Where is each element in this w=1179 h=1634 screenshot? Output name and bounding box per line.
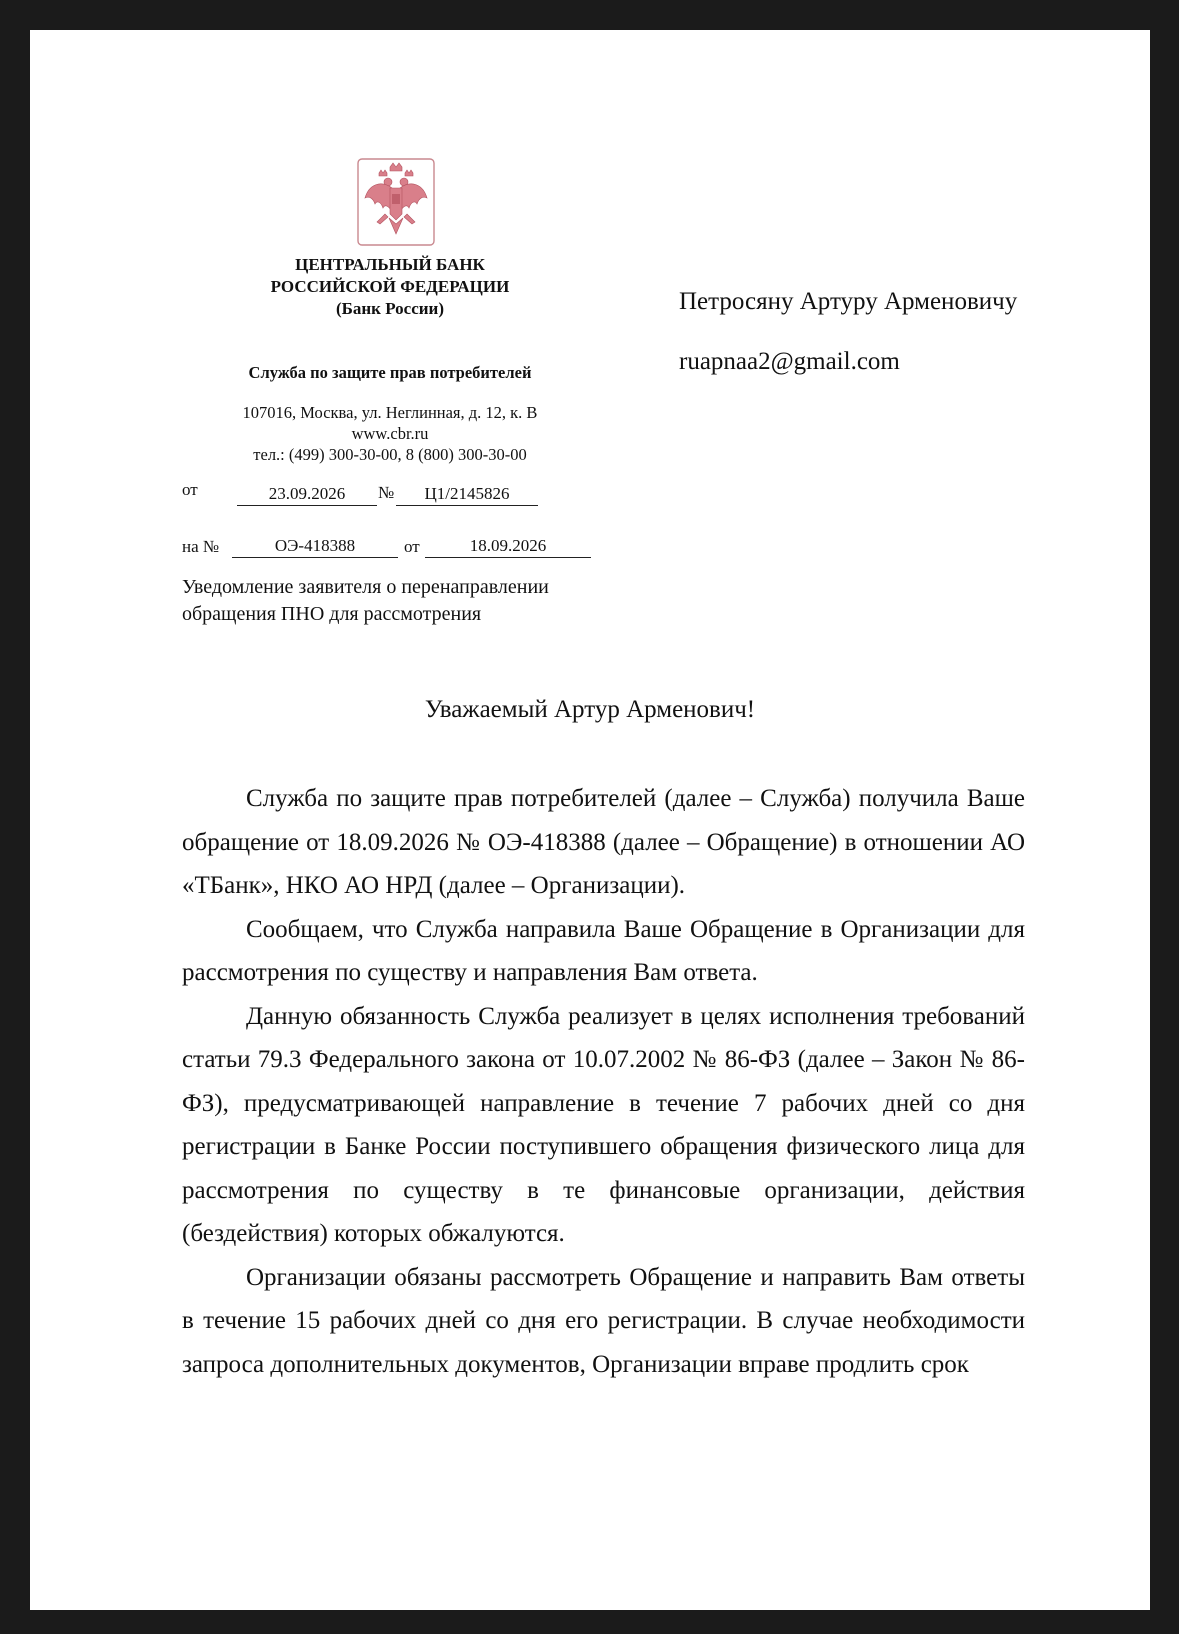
outgoing-date: 23.09.2026 [237,483,377,506]
letter-page [30,30,1150,1610]
address: 107016, Москва, ул. Неглинная, д. 12, к. В [242,403,538,422]
phone: тел.: (499) 300-30-00, 8 (800) 300-30-00 [253,445,527,464]
org-name-line-1: ЦЕНТРАЛЬНЫЙ БАНК [295,255,485,274]
subject: Уведомление заявителя о перенаправлении обращения ПНО для рассмотрения [182,576,549,625]
org-name-line-3: (Банк России) [335,299,445,318]
body-paragraph: Данную обязанность Служба реализует в целях исполнения требований статьи 79.3 Федерального закона от 10.07.2002 № 86-ФЗ (далее – Закон № 86-ФЗ), предусматривающей направление в течение 7 рабочих дней со дня регистрации в Банке России поступившего обращения физического лица для рассмотрения по существу в те финансовые организации, действия (бездействия) которых обжалуются. [182,1002,1025,1247]
body-paragraph: Служба по защите прав потребителей (далее – Служба) получила Ваше обращение от 18.09.2026 № ОЭ-418388 (далее – Обращение) в отношении АО «ТБанк», НКО АО НРД (далее – Организации). [182,785,1025,899]
reply-date: 18.09.2026 [425,535,591,558]
body-paragraph: Сообщаем, что Служба направила Ваше Обращение в Организации для рассмотрения по существу и направления Вам ответа. [182,915,1025,986]
coat-of-arms-emblem [357,158,435,246]
reply-from-label: от [404,537,420,556]
letter-body [182,777,1025,1386]
reply-number: ОЭ-418388 [232,535,398,558]
greeting: Уважаемый Артур Арменович! [424,696,756,723]
outgoing-number: Ц1/2145826 [396,483,538,506]
number-label: № [378,483,395,502]
from-label: от [182,480,198,499]
recipient-name: Петросяну Артуру Арменовичу [679,288,1018,315]
contact-block [200,402,580,465]
website: www.cbr.ru [351,424,429,443]
org-name-line-2: РОССИЙСКОЙ ФЕДЕРАЦИИ [270,277,510,296]
org-name-block [200,254,580,320]
service-name: Служба по защите прав потребителей [248,363,532,382]
body-paragraph: Организации обязаны рассмотреть Обращение и направить Вам ответы в течение 15 рабочих дней со дня его регистрации. В случае необходимости запроса дополнительных документов, Организации вправе продлить срок [182,1263,1025,1378]
recipient-email: ruapnaa2@gmail.com [679,348,900,375]
reply-label: на № [182,537,220,556]
